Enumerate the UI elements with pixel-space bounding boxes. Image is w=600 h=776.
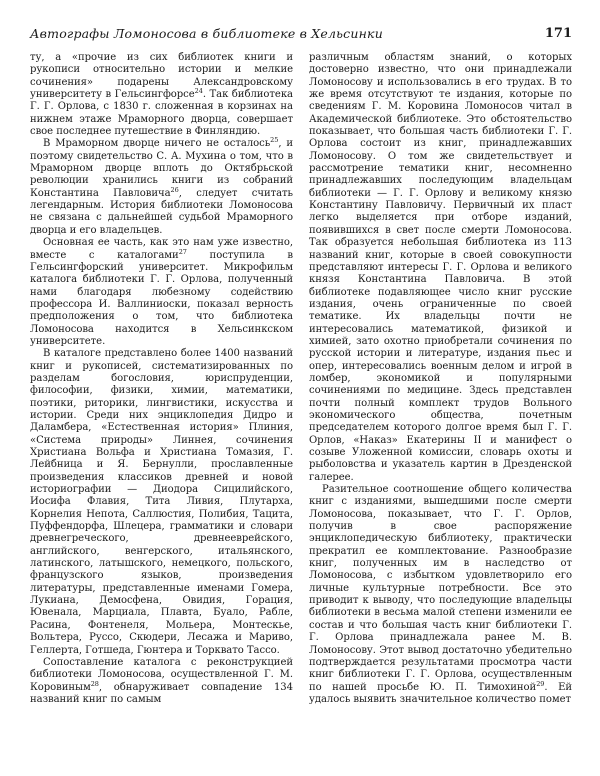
running-title: Автографы Ломоносова в библиотеке в Хельсинки: [30, 26, 383, 41]
paragraph: В каталоге представлено более 1400 названий книг и рукописей, систематизированных по разделам богословия, юриспруденции, философии, физики, химии, математики, поэтики, риторики, лингвистики, искусства и истории. Среди них энциклопедия Дидро и Даламбера, «Естественная история» Плиния, «Система природы» Линнея, сочинения Христиана Вольфа и Христиана Томазия, Г. Лейбница и Я. Бернулли, прославленные произведения классиков древней и новой историографии — Диодора Сицилийского, Иосифа Флавия, Тита Ливия, Плутарха, Корнелия Непота, Саллюстия, Полибия, Тацита, Пуффендорфа, Шлецера, грамматики и словари древнегреческого, древнееврейского, английского, венгерского, итальянского, латинского, латышского, немецкого, польского, французского языков, произведения литературы, представленные именами Гомера, Лукиана, Демосфена, Овидия, Горация, Ювенала, Марциала, Плавта, Буало, Рабле, Расина, Фонтенеля, Мольера, Монтескье, Вольтера, Руссо, Скюдери, Лесажа и Мариво, Геллерта, Готшеда, Гюнтера и Торквато Тассо.: [30, 348, 293, 656]
footnote-ref[interactable]: 27: [178, 247, 187, 256]
footnote-ref[interactable]: 26: [170, 185, 179, 194]
left-column: [30, 52, 293, 764]
paragraph: различным областям знаний, о которых достоверно известно, что они принадлежали Ломоносову и использовались в его трудах. В то же время отсутствуют те издания, которые по сведениям Г. М. Коровина Ломоносов читал в Академической библиотеке. Это обстоятельство показывает, что большая часть библиотеки Г. Г. Орлова состоит из книг, принадлежавших Ломоносову. О том же свидетельствует и рассмотрение тематики книг, несомненно принадлежавших последующим владельцам библиотеки — Г. Г. Орлову и великому князю Константину Павловичу. Первичный их пласт легко выделяется при отборе изданий, появившихся в свет после смерти Ломоносова. Так образуется небольшая библиотека из 113 названий книг, которые в своей совокупности представляют интересы Г. Г. Орлова и великого князя Константина Павловича. В этой библиотеке подавляющее число книг русские издания, очень ограниченные по своей тематике. Их владельцы почти не интересовались математикой, физикой и химией, зато охотно приобретали сочинения по русской истории и литературе, издания пьес и опер, интересовались военным делом и игрой в ломбер, экономикой и популярными сочинениями по медицине. Здесь представлен почти полный комплект трудов Вольного экономического общества, почетным председателем которого долгое время был Г. Г. Орлов, «Наказ» Екатерины II и манифест о созыве Уложенной комиссии, словарь охоты и рыболовства и указатель картин в Дрезденской галерее.: [309, 52, 572, 483]
paragraph: Сопоставление каталога с реконструкцией библиотеки Ломоносова, осуществленной Г. М. Коровиным$^{28}$, обнаруживает совпадение 134 названий книг по самым: [30, 656, 293, 705]
paragraph: Разительное соотношение общего количества книг с изданиями, вышедшими после смерти Ломоносова, показывает, что Г. Г. Орлов, получив в свое распоряжение энциклопедическую библиотеку, практически прекратил ее комплектование. Разнообразие книг, полученных им в наследство от Ломоносова, с избытком удовлетворило его личные культурные потребности. Все это приводит к выводу, что последующие владельцы библиотеки в весьма малой степени изменили ее состав и что большая часть книг библиотеки Г. Г. Орлова принадлежала ранее М. В. Ломоносову. Этот вывод достаточно убедительно подтверждается результатами просмотра части книг библиотеки Г. Г. Орлова, осуществленным по нашей просьбе Ю. П. Тимохиной$^{29}$. Ей удалось выявить значительное количество помет: [309, 484, 572, 705]
footnote-ref[interactable]: 29: [536, 679, 545, 688]
paragraph: Основная ее часть, как это нам уже известно, вместе с каталогами$^{27}$ поступила в Гельсингфорский университет. Микрофильм каталога библиотеки Г. Г. Орлова, полученный нами благодаря любезному содействию профессора И. Валлиниоски, показал верность предположения о том, что библиотека Ломоносова находится в Хельсинкском университете.: [30, 237, 293, 347]
text-columns: [30, 52, 572, 764]
footnote-ref[interactable]: 25: [270, 136, 279, 145]
footnote-ref[interactable]: 28: [90, 679, 99, 688]
paragraph: ту, а «прочие из сих библиотек книги и рукописи относительно истории и мелкие сочинения» подарены Александровскому университету в Гельсингфорсе$^{24}$. Так библиотека Г. Г. Орлова, с 1830 г. сложенная в корзинах на нижнем этаже Мраморного дворца, совершает свое последнее путешествие в Финляндию.: [30, 52, 293, 138]
paragraph: В Мраморном дворце ничего не осталось$^{25}$, и поэтому свидетельство С. А. Мухина о том, что в Мраморном дворце вплоть до Октябрьской революции хранились книги из собраний Константина Павловича$^{26}$, следует считать легендарным. История библиотеки Ломоносова не связана с дальнейшей судьбой Мраморного дворца и его владельцев.: [30, 136, 293, 236]
page-header: [30, 26, 572, 46]
right-column: [309, 52, 572, 764]
footnote-ref[interactable]: 24: [194, 87, 203, 96]
page-number: 171: [544, 26, 572, 41]
